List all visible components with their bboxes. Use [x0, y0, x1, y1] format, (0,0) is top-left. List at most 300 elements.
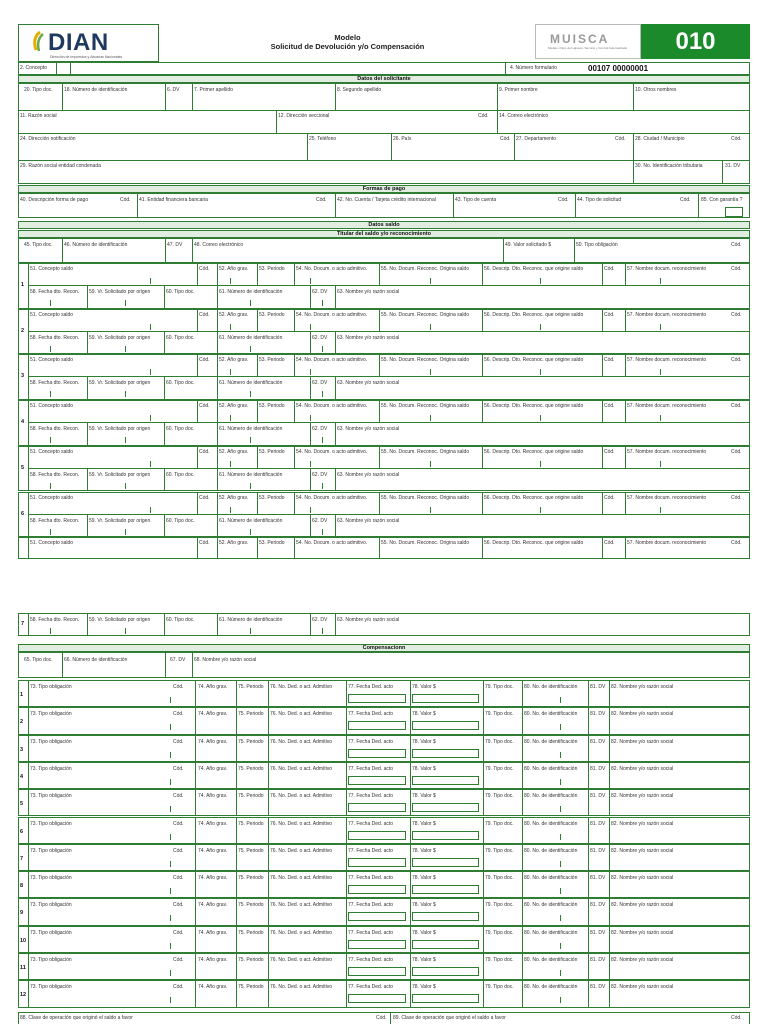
comp-date-field[interactable]	[348, 749, 406, 758]
comp-value-field[interactable]	[412, 858, 479, 867]
comp-razon: 68. Nombre y/o razón social	[194, 657, 257, 663]
saldo-label-cod: Cód.	[731, 448, 742, 455]
saldo-label-cod: Cód.	[604, 494, 615, 501]
saldo-label-l58: 58. Fecha dto. Recon.	[30, 426, 80, 433]
comp-label-l78: 78. Valor $	[412, 847, 436, 854]
comp-label-l75: 75. Periodo	[238, 984, 264, 991]
section-datos-saldo: Datos saldo	[18, 221, 750, 229]
saldo-label-l62: 62. DV	[312, 617, 328, 623]
comp-label-l76: 76. No. Ded. o act. Admitivo	[270, 820, 332, 827]
saldo-label-l54: 54. No. Docum. o acto admitivo.	[296, 311, 368, 318]
saldo-label-l54: 54. No. Docum. o acto admitivo.	[296, 357, 368, 364]
saldo-label-l57: 57. Nombre docum. reconocimiento	[627, 357, 707, 364]
section-solicitante: Datos del solicitante	[18, 75, 750, 83]
concept-label: 2. Concepto	[20, 65, 47, 71]
comp-label-l74: 74. Año grav.	[198, 984, 228, 991]
comp-label-l77: 77. Fecha Ded. acto	[348, 711, 394, 718]
dian-logo-subtext: Dirección de Impuestos y Aduanas Nacionales	[50, 55, 123, 59]
comp-label-l73: 73. Tipo obligación	[30, 711, 72, 718]
sol-depto: 27. Departamento	[516, 136, 557, 142]
footer-89: 89. Clase de operación que originó el saldo a favor	[393, 1015, 506, 1021]
sol-nit: 18. Número de identificación	[64, 87, 128, 93]
saldo-label-l51: 51. Concepto saldo	[30, 311, 74, 318]
comp-label-l74: 74. Año grav.	[198, 875, 228, 882]
comp-label-l82: 82. Nombre y/o razón social	[611, 929, 674, 936]
saldo-label-cod: Cód.	[731, 357, 742, 364]
saldo-label-l52: 52. Año grav.	[219, 448, 249, 455]
saldo-label-l55: 55. No. Docum. Reconoc. Origina saldo	[381, 403, 470, 410]
saldo-label-cod: Cód.	[604, 403, 615, 410]
saldo-label-l53: 53. Periodo	[259, 357, 285, 364]
comp-nit: 66. Número de identificación	[64, 657, 128, 663]
comp-label-l80: 80. No. de identificación	[524, 984, 578, 991]
comp-label-cod: Cód.	[173, 711, 184, 718]
comp-label-l78: 78. Valor $	[412, 929, 436, 936]
saldo-label-l57: 57. Nombre docum. reconocimiento	[627, 266, 707, 272]
saldo-label-l60: 60. Tipo doc.	[166, 289, 195, 295]
saldo-label-l58: 58. Fecha dto. Recon.	[30, 617, 80, 623]
sol-ciudad-cod: Cód.	[731, 136, 742, 142]
comp-label-l78: 78. Valor $	[412, 684, 436, 690]
comp-label-cod: Cód.	[173, 957, 184, 963]
saldo-label-l52: 52. Año grav.	[219, 266, 249, 272]
comp-label-l82: 82. Nombre y/o razón social	[611, 984, 674, 991]
comp-label-l81: 81. DV	[590, 847, 606, 854]
comp-label-l78: 78. Valor $	[412, 738, 436, 745]
comp-label-l81: 81. DV	[590, 875, 606, 882]
saldo-label-l56: 56. Descrip. Dto. Reconoc. que origine saldo	[484, 494, 584, 501]
saldo-label-l62: 62. DV	[312, 471, 328, 478]
comp-label-l75: 75. Periodo	[238, 738, 264, 745]
sol-apellido1: 7. Primer apellido	[194, 87, 233, 93]
comp-value-field[interactable]	[412, 885, 479, 894]
comp-date-field[interactable]	[348, 694, 406, 703]
sol-nombre1: 9. Primer nombre	[499, 87, 538, 93]
saldo-label-l54: 54. No. Docum. o acto admitivo.	[296, 448, 368, 455]
comp-label-cod: Cód.	[173, 684, 184, 690]
saldo-label-cod: Cód.	[604, 357, 615, 364]
comp-label-l80: 80. No. de identificación	[524, 902, 578, 909]
comp-label-l77: 77. Fecha Ded. acto	[348, 847, 394, 854]
saldo-label-l57: 57. Nombre docum. reconocimiento	[627, 540, 707, 547]
comp-label-cod: Cód.	[173, 820, 184, 827]
comp-value-field[interactable]	[412, 803, 479, 812]
sol-tel: 25. Teléfono	[309, 136, 337, 142]
saldo-label-l56: 56. Descrip. Dto. Reconoc. que origine saldo	[484, 266, 584, 272]
comp-label-l82: 82. Nombre y/o razón social	[611, 684, 674, 690]
comp-label-l76: 76. No. Ded. o act. Admitivo	[270, 984, 332, 991]
saldo-label-l61: 61. Número de identificación	[219, 334, 283, 341]
form-code: 010	[641, 24, 750, 59]
pago-garantia: 85. Con garantía ?	[701, 197, 743, 203]
muisca-logo: MUISCA	[550, 32, 610, 46]
comp-label-l80: 80. No. de identificación	[524, 929, 578, 936]
tit-tipo: 45. Tipo doc.	[24, 242, 53, 248]
saldo-label-l63: 63. Nombre y/o razón social	[337, 426, 400, 433]
sol-pais: 26. País	[393, 136, 412, 142]
comp-label-l80: 80. No. de identificación	[524, 847, 578, 854]
footer-88-cod: Cód.	[376, 1015, 387, 1021]
comp-label-cod: Cód.	[173, 929, 184, 936]
comp-value-field[interactable]	[412, 749, 479, 758]
saldo-label-l51: 51. Concepto saldo	[30, 494, 74, 501]
comp-label-l82: 82. Nombre y/o razón social	[611, 738, 674, 745]
section-titular: Titular del saldo y/o reconocimiento	[18, 230, 750, 238]
sol-razon: 11. Razón social	[20, 113, 57, 119]
comp-row-number: 4	[20, 773, 24, 780]
sol-dv: 6. DV	[167, 87, 180, 93]
saldo-label-l56: 56. Descrip. Dto. Reconoc. que origine saldo	[484, 357, 584, 364]
saldo-row-number: 2	[21, 327, 25, 334]
saldo-row-number: 5	[21, 464, 25, 471]
saldo-label-l63: 63. Nombre y/o razón social	[337, 471, 400, 478]
comp-date-field[interactable]	[348, 940, 406, 949]
comp-label-l77: 77. Fecha Ded. acto	[348, 984, 394, 991]
comp-row-number: 5	[20, 801, 24, 808]
comp-label-l78: 78. Valor $	[412, 984, 436, 991]
saldo-row-number: 1	[21, 282, 25, 288]
saldo-label-l52: 52. Año grav.	[219, 403, 249, 410]
saldo-label-l60: 60. Tipo doc.	[166, 426, 195, 433]
comp-label-l75: 75. Periodo	[238, 902, 264, 909]
saldo-label-l58: 58. Fecha dto. Recon.	[30, 334, 80, 341]
comp-label-cod: Cód.	[173, 875, 184, 882]
saldo-label-l57: 57. Nombre docum. reconocimiento	[627, 311, 707, 318]
tit-oblig-cod: Cód.	[731, 242, 742, 248]
tit-oblig: 50. Tipo obligación	[576, 242, 618, 248]
sol-apellido2: 8. Segundo apellido	[337, 87, 382, 93]
comp-label-l77: 77. Fecha Ded. acto	[348, 738, 394, 745]
comp-label-l80: 80. No. de identificación	[524, 820, 578, 827]
saldo-label-l63: 63. Nombre y/o razón social	[337, 289, 400, 295]
comp-label-l74: 74. Año grav.	[198, 820, 228, 827]
sol-razon-cond: 29. Razón social entidad condenada	[20, 163, 101, 169]
comp-date-field[interactable]	[348, 831, 406, 840]
comp-row-number: 12	[20, 992, 27, 999]
sol-depto-cod: Cód.	[615, 136, 626, 142]
saldo-label-cod: Cód.	[604, 448, 615, 455]
comp-label-l78: 78. Valor $	[412, 957, 436, 963]
comp-label-l82: 82. Nombre y/o razón social	[611, 820, 674, 827]
comp-label-l75: 75. Periodo	[238, 847, 264, 854]
comp-label-l75: 75. Periodo	[238, 820, 264, 827]
dian-logo-icon	[30, 30, 46, 54]
saldo-label-l51: 51. Concepto saldo	[30, 540, 74, 547]
saldo-label-l62: 62. DV	[312, 517, 328, 524]
saldo-label-l56: 56. Descrip. Dto. Reconoc. que origine saldo	[484, 540, 584, 547]
saldo-label-l54: 54. No. Docum. o acto admitivo.	[296, 266, 368, 272]
sol-dv31: 31. DV	[725, 163, 741, 169]
saldo-label-cod: Cód.	[731, 403, 742, 410]
comp-value-field[interactable]	[412, 831, 479, 840]
saldo-label-l55: 55. No. Docum. Reconoc. Origina saldo	[381, 357, 470, 364]
saldo-label-cod: Cód.	[731, 494, 742, 501]
saldo-label-l53: 53. Periodo	[259, 403, 285, 410]
pago-tipo-sol-cod: Cód.	[680, 197, 691, 203]
comp-label-l74: 74. Año grav.	[198, 793, 228, 800]
comp-label-l80: 80. No. de identificación	[524, 957, 578, 963]
saldo-label-cod: Cód.	[604, 311, 615, 318]
tit-email: 48. Correo electrónico	[194, 242, 244, 248]
pago-tipo-cta-cod: Cód.	[558, 197, 569, 203]
comp-date-field[interactable]	[348, 776, 406, 785]
comp-label-l82: 82. Nombre y/o razón social	[611, 711, 674, 718]
comp-label-l81: 81. DV	[590, 929, 606, 936]
section-formas-pago: Formas de pago	[18, 185, 750, 193]
comp-label-l81: 81. DV	[590, 738, 606, 745]
saldo-label-l59: 59. Vr. Solicitado por origen	[89, 617, 151, 623]
sol-ciudad: 28. Ciudad / Municipio	[635, 136, 685, 142]
saldo-label-l62: 62. DV	[312, 289, 328, 295]
comp-label-l77: 77. Fecha Ded. acto	[348, 929, 394, 936]
comp-row-number: 9	[20, 910, 24, 917]
comp-label-l82: 82. Nombre y/o razón social	[611, 902, 674, 909]
pago-tipo-cta: 43. Tipo de cuenta	[455, 197, 497, 203]
comp-label-l77: 77. Fecha Ded. acto	[348, 820, 394, 827]
saldo-label-l55: 55. No. Docum. Reconoc. Origina saldo	[381, 448, 470, 455]
comp-label-l78: 78. Valor $	[412, 820, 436, 827]
comp-label-l73: 73. Tipo obligación	[30, 875, 72, 882]
comp-label-l82: 82. Nombre y/o razón social	[611, 875, 674, 882]
saldo-label-l63: 63. Nombre y/o razón social	[337, 617, 400, 623]
comp-value-field[interactable]	[412, 994, 479, 1003]
saldo-label-l63: 63. Nombre y/o razón social	[337, 334, 400, 341]
comp-label-l79: 79. Tipo doc.	[485, 957, 514, 963]
comp-value-field[interactable]	[412, 940, 479, 949]
comp-label-l74: 74. Año grav.	[198, 684, 228, 690]
comp-date-field[interactable]	[348, 967, 406, 976]
sol-tipo-doc: 20. Tipo doc.	[24, 87, 53, 93]
comp-label-l80: 80. No. de identificación	[524, 684, 578, 690]
saldo-label-l51: 51. Concepto saldo	[30, 266, 74, 272]
saldo-label-l52: 52. Año grav.	[219, 311, 249, 318]
comp-label-l73: 73. Tipo obligación	[30, 738, 72, 745]
comp-value-field[interactable]	[412, 694, 479, 703]
saldo-label-l59: 59. Vr. Solicitado por origen	[89, 471, 151, 478]
saldo-label-l56: 56. Descrip. Dto. Reconoc. que origine saldo	[484, 311, 584, 318]
comp-label-l79: 79. Tipo doc.	[485, 820, 514, 827]
sol-email: 14. Correo electrónico	[499, 113, 549, 119]
comp-label-l73: 73. Tipo obligación	[30, 684, 72, 690]
comp-label-cod: Cód.	[173, 847, 184, 854]
saldo-label-l61: 61. Número de identificación	[219, 617, 283, 623]
sol-dir-sec-cod: Cód.	[478, 113, 489, 119]
comp-label-l77: 77. Fecha Ded. acto	[348, 684, 394, 690]
saldo-label-l51: 51. Concepto saldo	[30, 403, 74, 410]
saldo-label-l60: 60. Tipo doc.	[166, 517, 195, 524]
saldo-label-cod: Cód.	[199, 403, 210, 410]
comp-label-l73: 73. Tipo obligación	[30, 984, 72, 991]
saldo-label-l53: 53. Periodo	[259, 448, 285, 455]
comp-label-l81: 81. DV	[590, 957, 606, 963]
footer-88: 88. Clase de operación que originó el saldo a favor	[20, 1015, 133, 1021]
comp-row-number: 2	[20, 719, 24, 726]
saldo-label-l56: 56. Descrip. Dto. Reconoc. que origine saldo	[484, 448, 584, 455]
saldo-label-cod: Cód.	[199, 311, 210, 318]
saldo-label-l54: 54. No. Docum. o acto admitivo.	[296, 494, 368, 501]
comp-date-field[interactable]	[348, 912, 406, 921]
saldo-label-l54: 54. No. Docum. o acto admitivo.	[296, 403, 368, 410]
comp-label-l81: 81. DV	[590, 765, 606, 772]
comp-label-l74: 74. Año grav.	[198, 765, 228, 772]
comp-label-l79: 79. Tipo doc.	[485, 684, 514, 690]
comp-label-l79: 79. Tipo doc.	[485, 929, 514, 936]
comp-row-number: 6	[20, 828, 24, 835]
comp-date-field[interactable]	[348, 721, 406, 730]
comp-date-field[interactable]	[348, 803, 406, 812]
comp-label-l77: 77. Fecha Ded. acto	[348, 902, 394, 909]
saldo-label-l52: 52. Año grav.	[219, 494, 249, 501]
comp-label-l79: 79. Tipo doc.	[485, 738, 514, 745]
saldo-label-cod: Cód.	[731, 540, 742, 547]
comp-label-l75: 75. Periodo	[238, 711, 264, 718]
tit-valor: 49. Valor solicitado $	[505, 242, 552, 248]
comp-value-field[interactable]	[412, 776, 479, 785]
saldo-label-l62: 62. DV	[312, 426, 328, 433]
saldo-label-l63: 63. Nombre y/o razón social	[337, 380, 400, 387]
comp-dv: 67. DV	[170, 657, 186, 663]
comp-label-l73: 73. Tipo obligación	[30, 793, 72, 800]
saldo-label-l53: 53. Periodo	[259, 494, 285, 501]
saldo-label-cod: Cód.	[199, 266, 210, 272]
saldo-label-l62: 62. DV	[312, 334, 328, 341]
comp-label-l81: 81. DV	[590, 984, 606, 991]
titular-block	[18, 238, 750, 263]
saldo-label-cod: Cód.	[731, 311, 742, 318]
saldo-label-l55: 55. No. Docum. Reconoc. Origina saldo	[381, 311, 470, 318]
saldo-label-l59: 59. Vr. Solicitado por origen	[89, 380, 151, 387]
comp-label-l79: 79. Tipo doc.	[485, 765, 514, 772]
saldo-label-l60: 60. Tipo doc.	[166, 334, 195, 341]
comp-label-l81: 81. DV	[590, 820, 606, 827]
comp-label-cod: Cód.	[173, 984, 184, 991]
comp-label-l74: 74. Año grav.	[198, 902, 228, 909]
comp-label-l79: 79. Tipo doc.	[485, 793, 514, 800]
saldo-label-l59: 59. Vr. Solicitado por origen	[89, 426, 151, 433]
saldo-label-l57: 57. Nombre docum. reconocimiento	[627, 494, 707, 501]
saldo-label-l58: 58. Fecha dto. Recon.	[30, 380, 80, 387]
comp-row-number: 7	[20, 855, 24, 862]
sol-pais-cod: Cód.	[500, 136, 511, 142]
comp-date-field[interactable]	[348, 885, 406, 894]
saldo-label-l57: 57. Nombre docum. reconocimiento	[627, 403, 707, 410]
comp-tipo: 65. Tipo doc.	[24, 657, 53, 663]
saldo-label-cod: Cód.	[731, 266, 742, 272]
comp-label-l78: 78. Valor $	[412, 711, 436, 718]
comp-date-field[interactable]	[348, 858, 406, 867]
form-subtitle: Solicitud de Devolución y/o Compensación	[270, 42, 425, 51]
comp-value-field[interactable]	[412, 721, 479, 730]
comp-label-l76: 76. No. Ded. o act. Admitivo	[270, 957, 332, 963]
muisca-subtext: Modelo Único de Ingresos, Servicio y Control Automatizado	[548, 46, 628, 50]
saldo-label-l58: 58. Fecha dto. Recon.	[30, 471, 80, 478]
comp-label-l76: 76. No. Ded. o act. Admitivo	[270, 847, 332, 854]
comp-label-l76: 76. No. Ded. o act. Admitivo	[270, 765, 332, 772]
saldo-label-l52: 52. Año grav.	[219, 357, 249, 364]
saldo-label-l59: 59. Vr. Solicitado por origen	[89, 517, 151, 524]
saldo-label-l55: 55. No. Docum. Reconoc. Origina saldo	[381, 494, 470, 501]
footer-89-cod: Cód.	[731, 1015, 742, 1021]
saldo-label-l55: 55. No. Docum. Reconoc. Origina saldo	[381, 266, 470, 272]
comp-label-l77: 77. Fecha Ded. acto	[348, 793, 394, 800]
saldo-label-l60: 60. Tipo doc.	[166, 617, 195, 623]
comp-label-l82: 82. Nombre y/o razón social	[611, 957, 674, 963]
saldo-row-number: 7	[21, 621, 25, 627]
comp-label-l75: 75. Periodo	[238, 684, 264, 690]
comp-head-block	[18, 652, 750, 678]
comp-label-l76: 76. No. Ded. o act. Admitivo	[270, 902, 332, 909]
comp-label-l76: 76. No. Ded. o act. Admitivo	[270, 793, 332, 800]
comp-label-l77: 77. Fecha Ded. acto	[348, 765, 394, 772]
comp-label-l82: 82. Nombre y/o razón social	[611, 847, 674, 854]
comp-label-l74: 74. Año grav.	[198, 738, 228, 745]
comp-label-l81: 81. DV	[590, 711, 606, 718]
dian-logo-text: DIAN	[48, 29, 109, 56]
saldo-label-l60: 60. Tipo doc.	[166, 380, 195, 387]
page-break	[0, 583, 768, 610]
saldo-label-cod: Cód.	[604, 266, 615, 272]
saldo-row-number: 4	[21, 419, 25, 426]
tit-dv: 47. DV	[167, 242, 183, 248]
comp-label-l79: 79. Tipo doc.	[485, 875, 514, 882]
comp-label-l80: 80. No. de identificación	[524, 711, 578, 718]
sol-nombre2: 10. Otros nombres	[635, 87, 677, 93]
saldo-label-l53: 53. Periodo	[259, 311, 285, 318]
comp-label-l75: 75. Periodo	[238, 765, 264, 772]
sol-nit-trib: 30. No. Identificación tributaria	[635, 163, 703, 169]
comp-label-l80: 80. No. de identificación	[524, 765, 578, 772]
comp-label-l76: 76. No. Ded. o act. Admitivo	[270, 875, 332, 882]
comp-label-l74: 74. Año grav.	[198, 957, 228, 963]
comp-value-field[interactable]	[412, 912, 479, 921]
saldo-label-cod: Cód.	[199, 540, 210, 547]
tit-nit: 46. Número de identificación	[64, 242, 128, 248]
comp-label-l81: 81. DV	[590, 793, 606, 800]
saldo-label-l62: 62. DV	[312, 380, 328, 387]
comp-label-l73: 73. Tipo obligación	[30, 902, 72, 909]
comp-label-l76: 76. No. Ded. o act. Admitivo	[270, 929, 332, 936]
comp-label-l80: 80. No. de identificación	[524, 738, 578, 745]
comp-label-l76: 76. No. Ded. o act. Admitivo	[270, 684, 332, 690]
pago-tipo-sol: 44. Tipo de solicitud	[577, 197, 622, 203]
comp-label-l76: 76. No. Ded. o act. Admitivo	[270, 738, 332, 745]
comp-label-l80: 80. No. de identificación	[524, 793, 578, 800]
comp-label-cod: Cód.	[173, 793, 184, 800]
saldo-label-l55: 55. No. Docum. Reconoc. Origina saldo	[381, 540, 470, 547]
comp-label-l76: 76. No. Ded. o act. Admitivo	[270, 711, 332, 718]
comp-label-l82: 82. Nombre y/o razón social	[611, 765, 674, 772]
comp-date-field[interactable]	[348, 994, 406, 1003]
pago-desc-cod: Cód.	[120, 197, 131, 203]
saldo-label-l54: 54. No. Docum. o acto admitivo.	[296, 540, 368, 547]
comp-label-cod: Cód.	[173, 902, 184, 909]
section-compensacion: Compensacionn	[18, 644, 750, 652]
comp-row-number: 10	[20, 937, 27, 944]
saldo-row-number: 3	[21, 373, 25, 380]
saldo-label-cod: Cód.	[199, 448, 210, 455]
saldo-label-l58: 58. Fecha dto. Recon.	[30, 517, 80, 524]
garantia-checkbox[interactable]	[725, 207, 743, 217]
saldo-label-l51: 51. Concepto saldo	[30, 448, 74, 455]
saldo-label-cod: Cód.	[604, 540, 615, 547]
comp-label-l75: 75. Periodo	[238, 957, 264, 963]
comp-label-l79: 79. Tipo doc.	[485, 902, 514, 909]
saldo-label-l59: 59. Vr. Solicitado por origen	[89, 289, 151, 295]
comp-value-field[interactable]	[412, 967, 479, 976]
comp-label-l75: 75. Periodo	[238, 793, 264, 800]
comp-label-l74: 74. Año grav.	[198, 711, 228, 718]
comp-label-l80: 80. No. de identificación	[524, 875, 578, 882]
